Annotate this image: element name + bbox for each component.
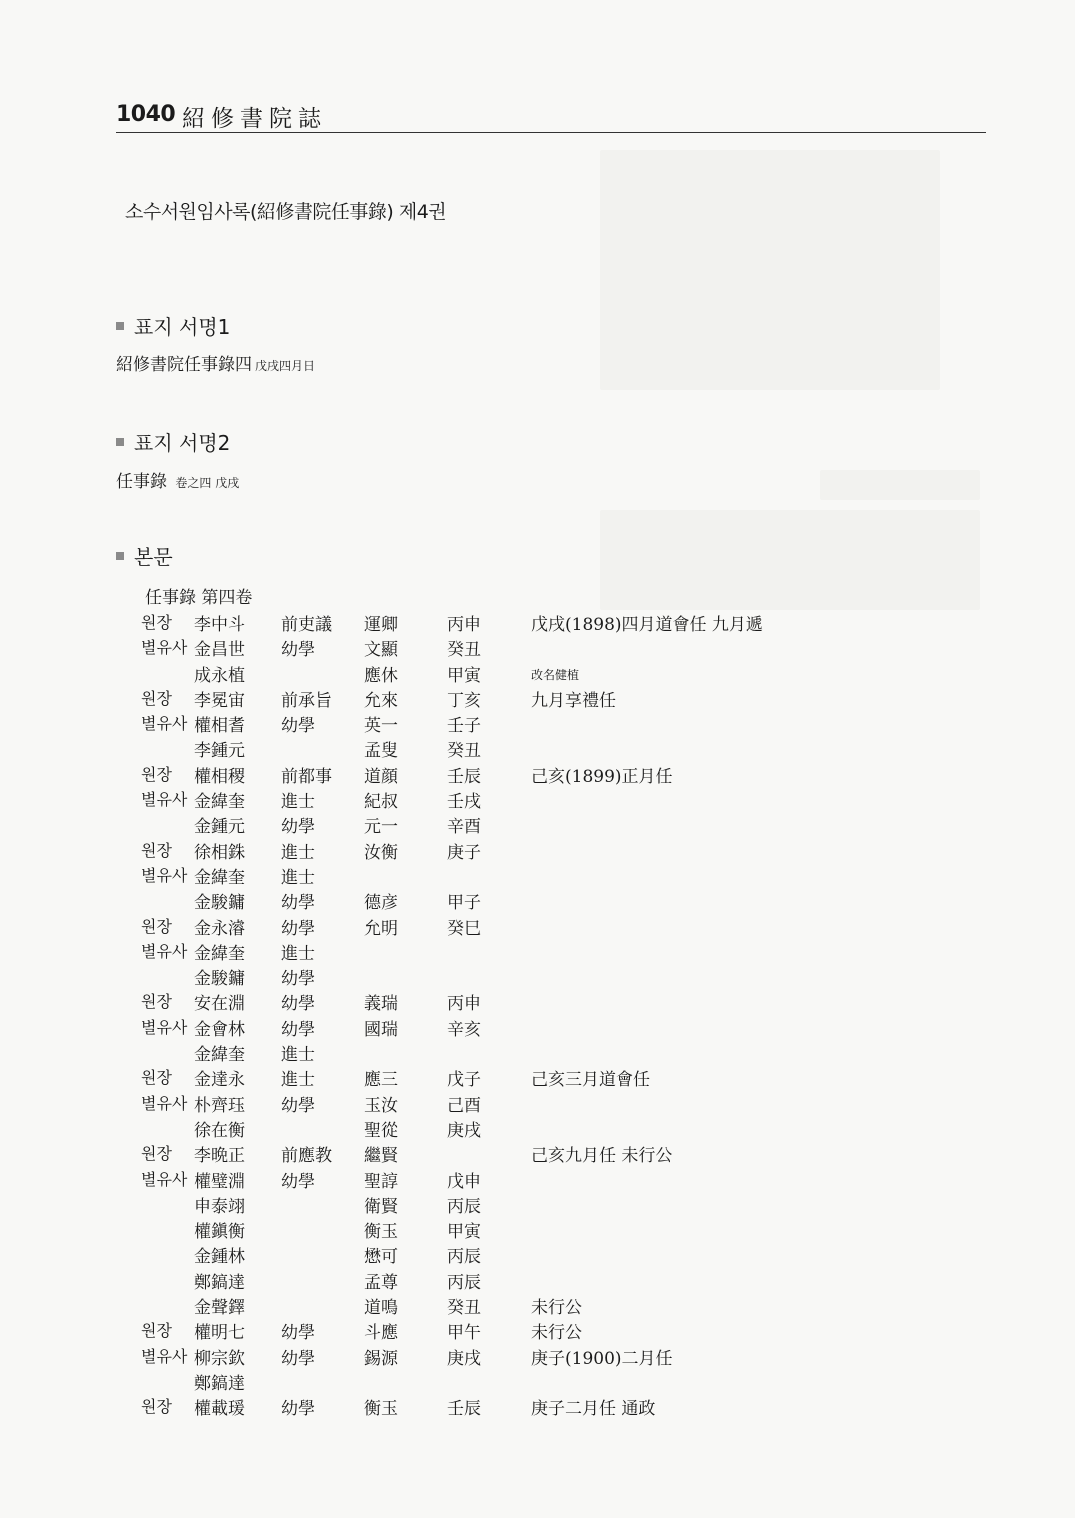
birth-year-cell: 壬子	[447, 716, 481, 737]
courtesy-name-cell: 道鳴	[364, 1298, 398, 1319]
position-cell: 별유사	[141, 1346, 188, 1366]
name-cell: 權明七	[194, 1323, 245, 1344]
birth-year-cell: 癸丑	[447, 1298, 481, 1319]
cover-title-main: 任事錄	[116, 472, 167, 492]
status-cell: 進士	[281, 1070, 315, 1091]
table-row	[0, 1065, 1075, 1090]
roster-table	[0, 610, 1075, 1420]
body-title: 任事錄 第四卷	[145, 588, 253, 608]
name-cell: 金鍾林	[194, 1247, 245, 1268]
section-heading-cover-2	[116, 427, 230, 456]
table-row	[0, 1268, 1075, 1293]
courtesy-name-cell: 孟尊	[364, 1272, 398, 1293]
name-cell: 金永濬	[194, 918, 245, 939]
birth-year-cell: 甲寅	[447, 665, 481, 686]
birth-year-cell: 辛亥	[447, 1019, 481, 1040]
section-heading-cover-1	[116, 311, 230, 340]
note-cell: 庚子二月任 通政	[531, 1399, 656, 1420]
book-title: 紹修書院誌	[182, 106, 327, 132]
cover-title-main: 紹修書院任事錄四	[116, 355, 252, 375]
section-heading-text: 본문	[134, 545, 173, 569]
courtesy-name-cell: 錫源	[364, 1348, 398, 1369]
note-cell: 未行公	[531, 1298, 582, 1319]
square-bullet-icon	[116, 552, 124, 560]
cover-title-small: 戊戌四月日	[255, 359, 316, 373]
status-cell: 進士	[281, 842, 315, 863]
cover-title-small: 卷之四 戊戌	[175, 476, 240, 490]
cover-title-2	[116, 467, 239, 492]
note-cell: 庚子(1900)二月任	[531, 1348, 673, 1369]
position-cell: 별유사	[141, 941, 188, 961]
position-cell: 별유사	[141, 865, 188, 885]
position-cell: 원장	[141, 1068, 172, 1088]
table-row	[0, 939, 1075, 964]
courtesy-name-cell: 文顯	[364, 640, 398, 661]
table-row	[0, 1116, 1075, 1141]
table-row	[0, 989, 1075, 1014]
position-cell: 원장	[141, 1397, 172, 1417]
position-cell: 별유사	[141, 638, 188, 658]
table-row	[0, 686, 1075, 711]
position-cell: 원장	[141, 688, 172, 708]
name-cell: 權鎭衡	[194, 1222, 245, 1243]
status-cell: 前應教	[281, 1146, 332, 1167]
name-cell: 鄭鎬達	[194, 1272, 245, 1293]
status-cell: 前都事	[281, 766, 332, 787]
courtesy-name-cell: 道顔	[364, 766, 398, 787]
courtesy-name-cell: 汝衡	[364, 842, 398, 863]
position-cell: 원장	[141, 1144, 172, 1164]
birth-year-cell: 庚戌	[447, 1348, 481, 1369]
courtesy-name-cell: 懋可	[364, 1247, 398, 1268]
courtesy-name-cell: 孟叟	[364, 741, 398, 762]
name-cell: 成永植	[194, 665, 245, 686]
birth-year-cell: 癸巳	[447, 918, 481, 939]
courtesy-name-cell: 元一	[364, 817, 398, 838]
name-cell: 權璧淵	[194, 1171, 245, 1192]
name-cell: 權相稷	[194, 766, 245, 787]
note-cell: 戊戌(1898)四月道會任 九月遞	[531, 615, 763, 635]
name-cell: 金緯奎	[194, 943, 245, 964]
section-heading-text: 표지 서명1	[134, 315, 231, 339]
courtesy-name-cell: 紀叔	[364, 792, 398, 813]
section-heading-body	[116, 541, 173, 570]
page-header	[116, 100, 986, 136]
note-cell: 己亥九月任 未行公	[531, 1146, 673, 1167]
header-rule	[116, 132, 986, 133]
position-cell: 별유사	[141, 790, 188, 810]
name-cell: 朴齊珏	[194, 1095, 245, 1116]
status-cell: 進士	[281, 792, 315, 813]
square-bullet-icon	[116, 438, 124, 446]
status-cell: 幼學	[281, 817, 315, 838]
birth-year-cell: 丙申	[447, 615, 481, 635]
name-cell: 金駿鏞	[194, 893, 245, 914]
courtesy-name-cell: 衡玉	[364, 1399, 398, 1420]
birth-year-cell: 丙辰	[447, 1247, 481, 1268]
status-cell: 幼學	[281, 1323, 315, 1344]
note-cell: 未行公	[531, 1323, 582, 1344]
table-row	[0, 1318, 1075, 1343]
courtesy-name-cell: 應三	[364, 1070, 398, 1091]
table-row	[0, 1141, 1075, 1166]
note-cell: 己亥三月道會任	[531, 1070, 650, 1091]
table-row	[0, 711, 1075, 736]
bleed-through-shadow	[600, 510, 980, 610]
courtesy-name-cell: 應休	[364, 665, 398, 686]
table-row	[0, 888, 1075, 913]
courtesy-name-cell: 玉汝	[364, 1095, 398, 1116]
table-row	[0, 863, 1075, 888]
position-cell: 원장	[141, 764, 172, 784]
table-row	[0, 1369, 1075, 1394]
status-cell: 幼學	[281, 1095, 315, 1116]
birth-year-cell: 丙辰	[447, 1196, 481, 1217]
birth-year-cell: 丁亥	[447, 690, 481, 711]
note-cell: 九月享禮任	[531, 690, 616, 711]
position-cell: 별유사	[141, 1017, 188, 1037]
status-cell: 幼學	[281, 1171, 315, 1192]
birth-year-cell: 庚戌	[447, 1120, 481, 1141]
name-cell: 金昌世	[194, 640, 245, 661]
birth-year-cell: 庚子	[447, 842, 481, 863]
name-cell: 金達永	[194, 1070, 245, 1091]
name-cell: 金聲鐸	[194, 1298, 245, 1319]
table-row	[0, 610, 1075, 635]
status-cell: 幼學	[281, 918, 315, 939]
table-row	[0, 1192, 1075, 1217]
status-cell: 幼學	[281, 716, 315, 737]
position-cell: 별유사	[141, 1169, 188, 1189]
name-cell: 李晩正	[194, 1146, 245, 1167]
courtesy-name-cell: 德彦	[364, 893, 398, 914]
birth-year-cell: 辛酉	[447, 817, 481, 838]
name-cell: 權相耆	[194, 716, 245, 737]
position-cell: 원장	[141, 916, 172, 936]
name-cell: 金緯奎	[194, 792, 245, 813]
table-row	[0, 1293, 1075, 1318]
bleed-through-shadow	[820, 470, 980, 500]
courtesy-name-cell: 衛賢	[364, 1196, 398, 1217]
table-row	[0, 838, 1075, 863]
square-bullet-icon	[116, 322, 124, 330]
courtesy-name-cell: 允來	[364, 690, 398, 711]
name-cell: 金會林	[194, 1019, 245, 1040]
section-heading-text: 표지 서명2	[134, 431, 231, 455]
table-row	[0, 1040, 1075, 1065]
courtesy-name-cell: 國瑞	[364, 1019, 398, 1040]
status-cell: 幼學	[281, 1019, 315, 1040]
note-cell: 改名健植	[531, 667, 580, 682]
name-cell: 金鍾元	[194, 817, 245, 838]
status-cell: 幼學	[281, 994, 315, 1015]
document-subtitle: 소수서원임사록(紹修書院任事錄) 제4권	[125, 201, 447, 223]
table-row	[0, 914, 1075, 939]
birth-year-cell: 己酉	[447, 1095, 481, 1116]
name-cell: 李鍾元	[194, 741, 245, 762]
position-cell: 원장	[141, 992, 172, 1012]
table-row	[0, 787, 1075, 812]
birth-year-cell: 壬辰	[447, 766, 481, 787]
name-cell: 鄭鎬達	[194, 1373, 245, 1394]
name-cell: 金駿鏞	[194, 969, 245, 990]
courtesy-name-cell: 運卿	[364, 615, 398, 635]
note-cell: 己亥(1899)正月任	[531, 766, 673, 787]
birth-year-cell: 甲子	[447, 893, 481, 914]
name-cell: 徐相銖	[194, 842, 245, 863]
birth-year-cell: 戊申	[447, 1171, 481, 1192]
table-row	[0, 1344, 1075, 1369]
table-row	[0, 964, 1075, 989]
status-cell: 前吏議	[281, 615, 332, 635]
position-cell: 별유사	[141, 714, 188, 734]
courtesy-name-cell: 衡玉	[364, 1222, 398, 1243]
table-row	[0, 762, 1075, 787]
courtesy-name-cell: 英一	[364, 716, 398, 737]
status-cell: 幼學	[281, 893, 315, 914]
name-cell: 李中斗	[194, 615, 245, 635]
table-row	[0, 736, 1075, 761]
table-row	[0, 812, 1075, 837]
status-cell: 幼學	[281, 969, 315, 990]
status-cell: 幼學	[281, 1348, 315, 1369]
table-row	[0, 1217, 1075, 1242]
name-cell: 李冕宙	[194, 690, 245, 711]
courtesy-name-cell: 聖從	[364, 1120, 398, 1141]
cover-title-1	[116, 350, 315, 375]
table-row	[0, 1015, 1075, 1040]
name-cell: 柳宗欽	[194, 1348, 245, 1369]
birth-year-cell: 壬辰	[447, 1399, 481, 1420]
birth-year-cell: 甲午	[447, 1323, 481, 1344]
courtesy-name-cell: 繼賢	[364, 1146, 398, 1167]
position-cell: 원장	[141, 1321, 172, 1341]
courtesy-name-cell: 斗應	[364, 1323, 398, 1344]
table-row	[0, 1091, 1075, 1116]
status-cell: 進士	[281, 1045, 315, 1066]
name-cell: 申泰翊	[194, 1196, 245, 1217]
page-number: 1040	[116, 102, 176, 127]
status-cell: 幼學	[281, 1399, 315, 1420]
table-row	[0, 661, 1075, 686]
birth-year-cell: 癸丑	[447, 741, 481, 762]
birth-year-cell: 戊子	[447, 1070, 481, 1091]
bleed-through-shadow	[600, 150, 940, 390]
birth-year-cell: 甲寅	[447, 1222, 481, 1243]
name-cell: 徐在衡	[194, 1120, 245, 1141]
name-cell: 安在淵	[194, 994, 245, 1015]
table-row	[0, 1167, 1075, 1192]
birth-year-cell: 丙申	[447, 994, 481, 1015]
status-cell: 進士	[281, 867, 315, 888]
birth-year-cell: 壬戌	[447, 792, 481, 813]
birth-year-cell: 丙辰	[447, 1272, 481, 1293]
birth-year-cell: 癸丑	[447, 640, 481, 661]
table-row	[0, 1242, 1075, 1267]
name-cell: 金緯奎	[194, 867, 245, 888]
position-cell: 원장	[141, 613, 172, 632]
status-cell: 進士	[281, 943, 315, 964]
table-row	[0, 1394, 1075, 1419]
table-row	[0, 635, 1075, 660]
name-cell: 金緯奎	[194, 1045, 245, 1066]
status-cell: 前承旨	[281, 690, 332, 711]
courtesy-name-cell: 聖諄	[364, 1171, 398, 1192]
courtesy-name-cell: 允明	[364, 918, 398, 939]
status-cell: 幼學	[281, 640, 315, 661]
courtesy-name-cell: 義瑞	[364, 994, 398, 1015]
name-cell: 權載瑗	[194, 1399, 245, 1420]
position-cell: 별유사	[141, 1093, 188, 1113]
position-cell: 원장	[141, 840, 172, 860]
